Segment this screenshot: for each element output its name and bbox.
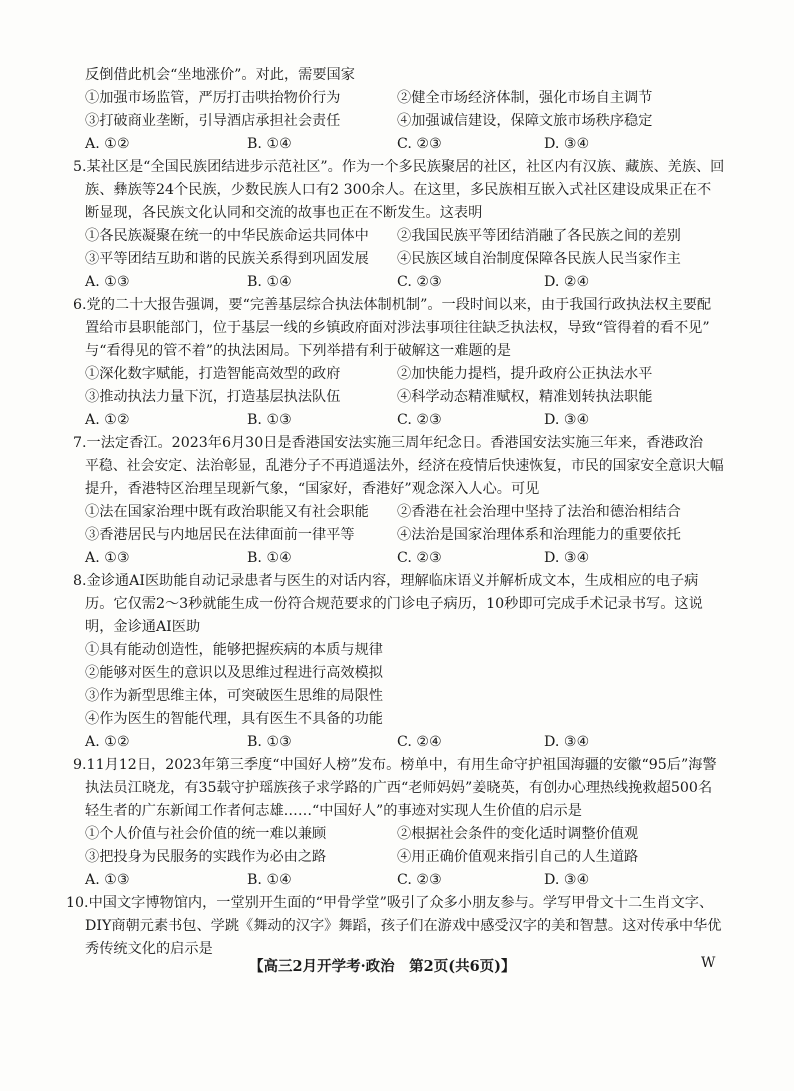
question-9-stem-line-2: 执法员江晓龙，有35载守护瑶族孩子求学路的广西“老师妈妈”姜晓英，有创办心理热线挽救超500名: [85, 780, 713, 796]
q8-statement-1: ①具有能动创造性，能够把握疾病的本质与规律: [85, 642, 383, 658]
page-mark: W: [701, 955, 716, 971]
q7-statement-3: ③香港居民与内地居民在法律面前一律平等: [85, 527, 355, 543]
q8-option-c: C. ②④: [397, 734, 442, 750]
q4-statement-4: ④加强诚信建设，保障文旅市场秩序稳定: [397, 113, 653, 129]
question-9-stem-line-3: 轻生者的广东新闻工作者何志雄……“中国好人”的事迹对实现人生价值的启示是: [85, 803, 582, 819]
q7-statement-4: ④法治是国家治理体系和治理能力的重要依托: [397, 527, 681, 543]
question-10-stem-line-2: DIY商朝元素书包、学跳《舞动的汉字》舞蹈，孩子们在游戏中感受汉字的美和智慧。这对传承中华优: [85, 918, 722, 934]
question-10-stem-line-3: 秀传统文化的启示是: [85, 941, 213, 957]
q4-statement-1: ①加强市场监管，严厉打击哄抬物价行为: [85, 90, 341, 106]
q4-statement-3: ③打破商业垄断，引导酒店承担社会责任: [85, 113, 341, 129]
q6-option-a: A. ①②: [85, 412, 130, 428]
question-10-stem-line-1: 10.中国文字博物馆内，一堂别开生面的“甲骨学堂”吸引了众多小朋友参与。学写甲骨文十二生肖文字、: [66, 895, 714, 911]
q4-option-d: D. ③④: [544, 136, 590, 152]
q8-statement-2: ②能够对医生的意识以及思维过程进行高效模拟: [85, 665, 383, 681]
q4-option-c: C. ②③: [397, 136, 442, 152]
q7-option-d: D. ③④: [544, 550, 590, 566]
q7-statement-1: ①法在国家治理中既有政治职能又有社会职能: [85, 504, 369, 520]
q9-statement-4: ④用正确价值观来指引自己的人生道路: [397, 849, 639, 865]
q8-statement-3: ③作为新型思维主体，可突破医生思维的局限性: [85, 688, 383, 704]
q5-statement-4: ④民族区域自治制度保障各民族人民当家作主: [397, 251, 681, 267]
question-7-stem-line-1: 7.一法定香江。2023年6月30日是香港国安法实施三周年纪念日。香港国安法实施三年来，香港政治: [73, 435, 704, 451]
q9-option-c: C. ②③: [397, 872, 442, 888]
question-5-stem-line-3: 断显现，各民族文化认同和交流的故事也正在不断发生。这表明: [85, 205, 483, 221]
q5-option-b: B. ①④: [247, 274, 292, 290]
question-7-stem-line-3: 提升，香港特区治理呈现新气象，“国家好，香港好”观念深入人心。可见: [85, 481, 540, 497]
q9-statement-1: ①个人价值与社会价值的统一难以兼顾: [85, 826, 327, 842]
q4-option-b: B. ①④: [247, 136, 292, 152]
q9-option-d: D. ③④: [544, 872, 590, 888]
question-5-stem-line-1: 5.某社区是“全国民族团结进步示范社区”。作为一个多民族聚居的社区，社区内有汉族、藏族、羌族、回: [73, 159, 725, 175]
q5-option-a: A. ①③: [85, 274, 130, 290]
q9-option-b: B. ①④: [247, 872, 292, 888]
question-6-stem-line-3: 与“看得见的管不着”的执法困局。下列举措有利于破解这一难题的是: [85, 343, 511, 359]
q7-option-a: A. ①③: [85, 550, 130, 566]
q6-option-b: B. ①③: [247, 412, 292, 428]
page-footer: 【高三2月开学考·政治 第2页(共6页)】: [249, 958, 516, 975]
q7-option-c: C. ②③: [397, 550, 442, 566]
q5-statement-2: ②我国民族平等团结消融了各民族之间的差别: [397, 228, 681, 244]
question-4-stem: 反倒借此机会“坐地涨价”。对此，需要国家: [85, 67, 355, 83]
question-8-stem-line-3: 明，金诊通AI医助: [85, 619, 201, 635]
q6-statement-2: ②加快能力提档，提升政府公正执法水平: [397, 366, 653, 382]
question-6-stem-line-2: 置给市县职能部门，位于基层一线的乡镇政府面对涉法事项往往缺乏执法权，导致“管得着的看不见”: [85, 320, 710, 336]
question-5-stem-line-2: 族、彝族等24个民族，少数民族人口有2 300余人。在这里，多民族相互嵌入式社区建设成果正在不: [85, 182, 712, 198]
q8-option-a: A. ①②: [85, 734, 130, 750]
q8-option-b: B. ①③: [247, 734, 292, 750]
q8-option-d: D. ③④: [544, 734, 590, 750]
q6-statement-1: ①深化数字赋能，打造智能高效型的政府: [85, 366, 341, 382]
q7-option-b: B. ①④: [247, 550, 292, 566]
q8-statement-4: ④作为医生的智能代理，具有医生不具备的功能: [85, 711, 383, 727]
q6-option-d: D. ③④: [544, 412, 590, 428]
q7-statement-2: ②香港在社会治理中坚持了法治和德治相结合: [397, 504, 681, 520]
question-8-stem-line-1: 8.金诊通AI医助能自动记录患者与医生的对话内容，理解临床语义并解析成文本，生成相应的电子病: [73, 573, 699, 589]
q5-statement-1: ①各民族凝聚在统一的中华民族命运共同体中: [85, 228, 369, 244]
q6-option-c: C. ②③: [397, 412, 442, 428]
q5-statement-3: ③平等团结互助和谐的民族关系得到巩固发展: [85, 251, 369, 267]
q9-option-a: A. ①③: [85, 872, 130, 888]
q5-option-c: C. ②③: [397, 274, 442, 290]
q6-statement-4: ④科学动态精准赋权，精准划转执法职能: [397, 389, 653, 405]
q6-statement-3: ③推动执法力量下沉，打造基层执法队伍: [85, 389, 341, 405]
q4-statement-2: ②健全市场经济体制，强化市场自主调节: [397, 90, 653, 106]
question-9-stem-line-1: 9.11月12日，2023年第三季度“中国好人榜”发布。榜单中，有用生命守护祖国海疆的安徽“95后”海警: [73, 757, 717, 773]
q9-statement-3: ③把投身为民服务的实践作为必由之路: [85, 849, 327, 865]
question-6-stem-line-1: 6.党的二十大报告强调，要“完善基层综合执法体制机制”。一段时间以来，由于我国行政执法权主要配: [73, 297, 712, 313]
q4-option-a: A. ①②: [85, 136, 130, 152]
q5-option-d: D. ②④: [544, 274, 590, 290]
question-8-stem-line-2: 历。它仅需2～3秒就能生成一份符合规范要求的门诊电子病历，10秒即可完成手术记录书写。这说: [85, 596, 703, 612]
question-7-stem-line-2: 平稳、社会安定、法治彰显，乱港分子不再逍遥法外，经济在疫情后快速恢复，市民的国家安全意识大幅: [85, 458, 724, 474]
q9-statement-2: ②根据社会条件的变化适时调整价值观: [397, 826, 639, 842]
